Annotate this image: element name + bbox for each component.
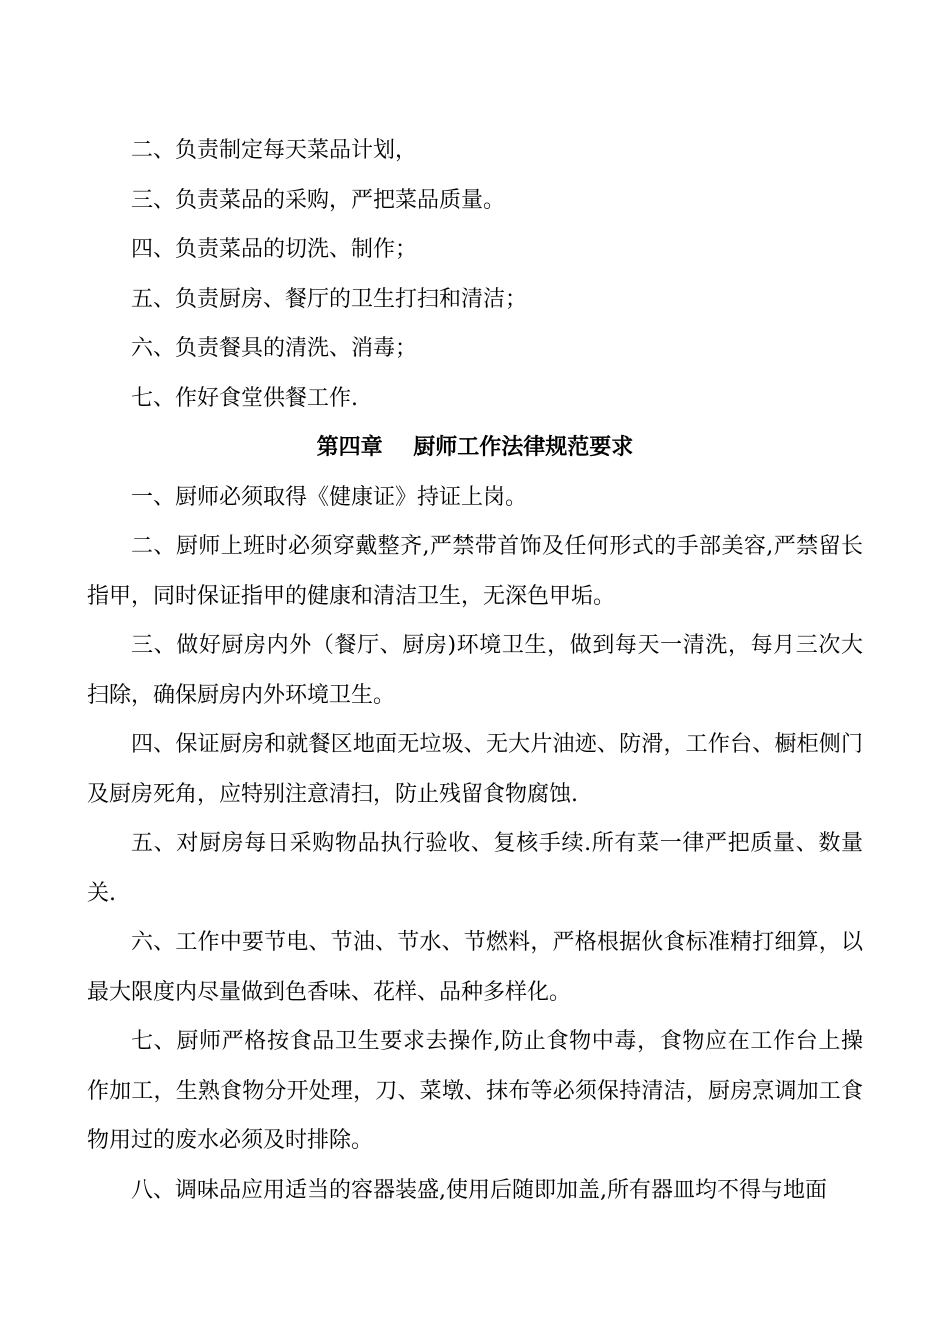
duty-item-3: 三、负责菜品的采购，严把菜品质量。 — [131, 187, 506, 213]
duty-item-2: 二、负责制定每天菜品计划， — [131, 138, 418, 163]
rule-paragraph-7: 七、厨师严格按食品卫生要求去操作,防止食物中毒，食物应在工作台上操作加工，生熟食物分开处理，刀、菜墩、抹布等必须保持清洁，厨房烹调加工食物用过的废水必须及时排除。 — [87, 1029, 863, 1153]
rule-paragraph-1: 一、厨师必须取得《健康证》持证上岗。 — [131, 484, 528, 510]
duty-item-5: 五、负责厨房、餐厅的卫生打扫和清洁； — [131, 286, 528, 312]
duty-item-6: 六、负责餐具的清洗、消毒； — [131, 336, 418, 361]
rule-paragraph-4: 四、保证厨房和就餐区地面无垃圾、无大片油迹、防滑，工作台、橱柜侧门及厨房死角，应特别注意清扫，防止残留食物腐蚀. — [87, 732, 863, 807]
rule-paragraph-2: 二、厨师上班时必须穿戴整齐,严禁带首饰及任何形式的手部美容,严禁留长指甲，同时保证指甲的健康和清洁卫生，无深色甲垢。 — [87, 534, 863, 609]
chapter-heading: 第四章 厨师工作法律规范要求 — [316, 434, 634, 460]
rule-paragraph-3: 三、做好厨房内外（餐厅、厨房)环境卫生，做到每天一清洗，每月三次大扫除，确保厨房内外环境卫生。 — [87, 633, 863, 708]
document-page — [87, 126, 863, 1215]
rule-paragraph-5: 五、对厨房每日采购物品执行验收、复核手续.所有菜一律严把质量、数量关. — [87, 831, 863, 906]
duty-item-4: 四、负责菜品的切洗、制作； — [131, 237, 418, 262]
rule-paragraph-6: 六、工作中要节电、节油、节水、节燃料，严格根据伙食标准精打细算，以最大限度内尽量做到色香味、花样、品种多样化。 — [87, 930, 863, 1005]
rule-paragraph-8: 八、调味品应用适当的容器装盛,使用后随即加盖,所有器皿均不得与地面 — [131, 1177, 827, 1203]
duty-item-7: 七、作好食堂供餐工作. — [131, 385, 358, 411]
